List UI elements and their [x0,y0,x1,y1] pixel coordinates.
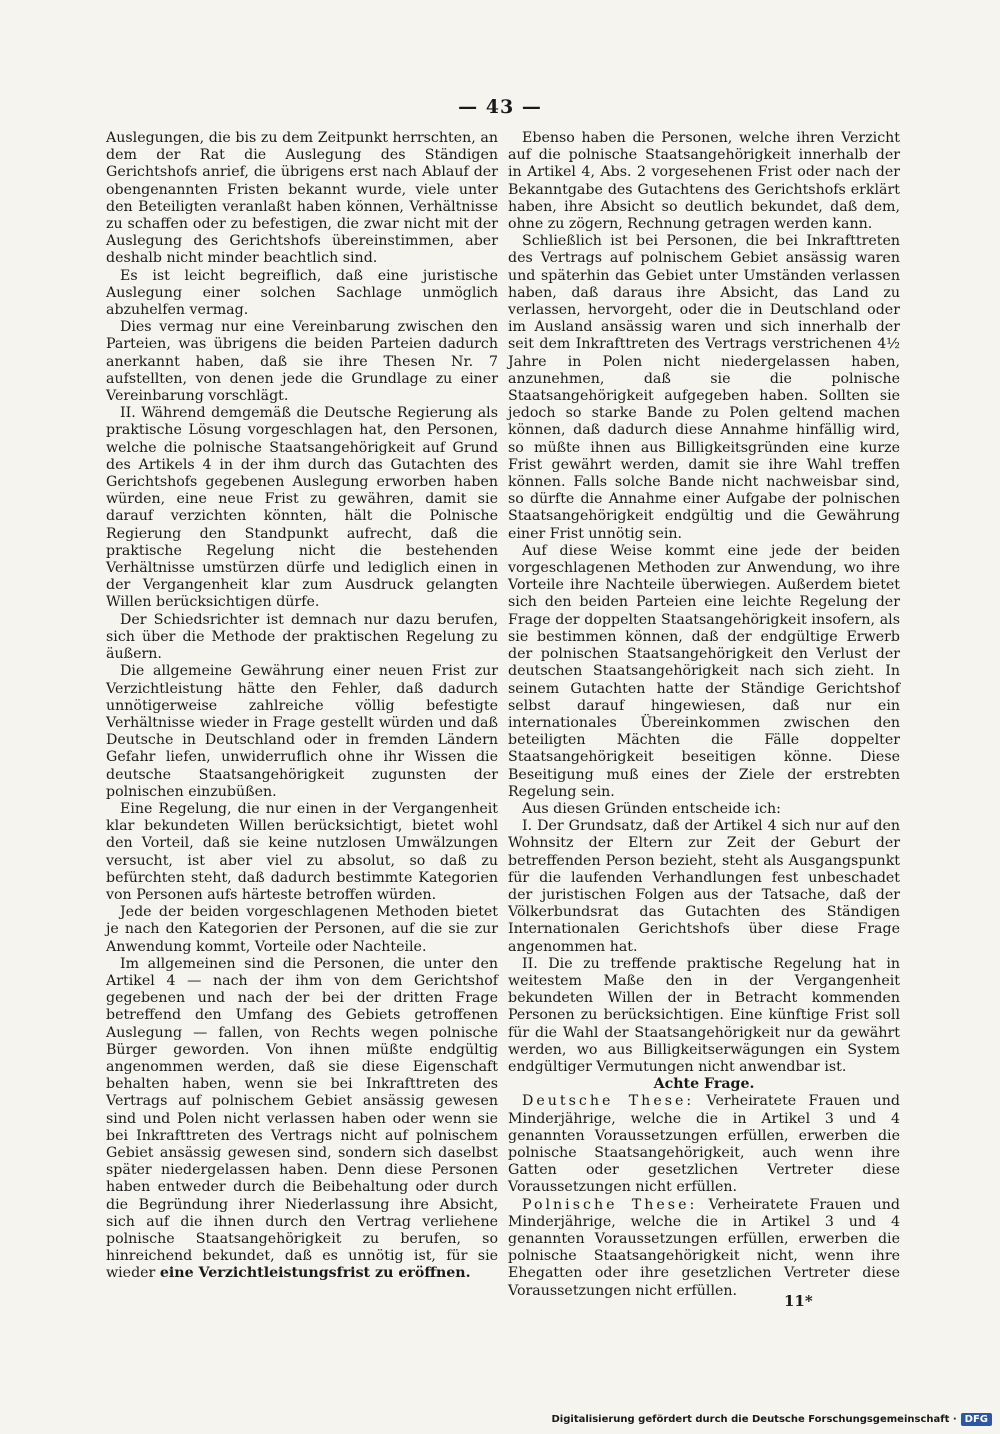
paragraph: Die allgemeine Gewährung einer neuen Frist zur Verzichtleistung hätte den Fehler, daß dadurch unnötigerweise zahlreiche völlig befestigte Verhältnisse wieder in Frage gestellt würden und daß Deutsche in Deutschland oder in fremden Ländern Gefahr liefen, unwiderruflich ohne ihr Wissen die deutsche Staatsangehörigkeit zugunsten der polnischen einzubüßen. [106,663,498,800]
footer [552,1413,993,1426]
paragraph: Auf diese Weise kommt eine jede der beiden vorgeschlagenen Methoden zur Anwendung, wo ihre Vorteile ihre Nachteile überwiegen. Außerdem bietet sich den beiden Parteien eine leichte Regelung der Frage der doppelten Staatsangehörigkeit insofern, als sie bestimmen können, daß der endgültige Erwerb der polnischen Staatsangehörigkeit den Verlust der deutschen Staatsangehörigkeit nach sich zieht. In seinem Gutachten hatte der Ständige Gerichtshof selbst darauf hingewiesen, daß nur ein internationales Übereinkommen zwischen den beteiligten Mächten die Fälle doppelter Staatsangehörigkeit beseitigen könne. Diese Beseitigung muß eines der Ziele der erstrebten Regelung sein. [508,542,900,800]
paragraph: Jede der beiden vorgeschlagenen Methoden bietet je nach den Kategorien der Personen, auf die sie zur Anwendung kommt, Vorteile oder Nachteile. [106,904,498,955]
paragraph: Schließlich ist bei Personen, die bei Inkrafttreten des Vertrags auf polnischem Gebiet ansässig waren und späterhin das Gebiet unter Umständen verlassen haben, daß daraus ihre Absicht, das Land zu verlassen, hervorgeht, oder die in Deutschland oder im Ausland ansässig waren und sich innerhalb der seit dem Inkrafttreten des Vertrags verstrichenen 4½ Jahre in Polen nicht niedergelassen haben, anzunehmen, daß sie die polnische Staatsangehörigkeit aufgegeben haben. Sollten sie jedoch so starke Bande zu Polen geltend machen können, daß dadurch diese Annahme hinfällig wird, so müßte ihnen aus Billigkeitsgründen eine kurze Frist gewährt werden, damit sie ihre Wahl treffen können. Falls solche Bande nicht nachweisbar sind, so dürfte die Annahme einer Aufgabe der polnischen Staatsangehörigkeit endgültig und die Gewährung einer Frist unnötig sein. [508,233,900,542]
paragraph-text: Im allgemeinen sind die Personen, die unter den Artikel 4 — nach der ihm von dem Gerichtshof gegebenen und nach der bei der dritten Frage betreffend den Umfang des Gebiets getroffenen Auslegung — fallen, von Rechts wegen polnische Bürger geworden. Von ihnen müßte endgültig angenommen werden, daß sie diese Eigenschaft behalten haben, wenn sie bei Inkrafttreten des Vertrags auf polnischem Gebiet ansässig gewesen sind und Polen nicht verlassen haben oder wenn sie bei Inkrafttreten des Vertrags nicht auf polnischem Gebiet ansässig gewesen sind, sondern sich daselbst später niedergelassen haben. Denn diese Personen haben entweder durch die Beibehaltung oder durch die Begründung ihrer Niederlassung ihre Absicht, sich auf die ihnen durch den Vertrag verliehene polnische Staatsangehörigkeit zu berufen, so hinreichend bekundet, daß es unnötig ist, für sie wieder [106,955,498,1282]
dfg-logo: DFG [961,1413,992,1426]
paragraph-text-bold: eine Verzichtleistungsfrist zu eröffnen. [159,1265,471,1282]
section-heading: Achte Frage. [653,1076,755,1093]
thesis-label: Polnische These: [522,1196,698,1213]
paragraph: Dies vermag nur eine Vereinbarung zwischen den Parteien, was übrigens die beiden Parteien dadurch anerkannt haben, daß sie ihre Thesen Nr. 7 aufstellten, von denen jede die Grundlage zu einer Vereinbarung vorschlägt. [106,319,498,405]
paragraph: Es ist leicht begreiflich, daß eine juristische Auslegung einer solchen Sachlage unmöglich abzuhelfen vermag. [106,267,498,319]
paragraph: Der Schiedsrichter ist demnach nur dazu berufen, sich über die Methode der praktischen Regelung zu äußern. [106,611,498,663]
paragraph: Auslegungen, die bis zu dem Zeitpunkt herrschten, an dem der Rat die Auslegung des Ständigen Gerichtshofs anrief, die übrigens erst nach Ablauf der obengenannten Fristen bekannt wurde, viele unter den Beteiligten veranlaßt haben können, Verhältnisse zu schaffen oder zu befestigen, die zwar nicht mit der Auslegung des Gerichtshofs übereinstimmen, aber deshalb nicht minder beachtlich sind. [106,130,498,267]
thesis-label: Deutsche These: [522,1093,695,1110]
signature-mark: 11* [784,1292,813,1310]
footer-credit: Digitalisierung gefördert durch die Deutsche Forschungsgemeinschaft · [551,1414,957,1425]
right-column [508,130,900,1300]
left-column [106,130,498,1283]
thesis-german [508,1093,900,1196]
thesis-polish [508,1197,900,1300]
paragraph: Ebenso haben die Personen, welche ihren Verzicht auf die polnische Staatsangehörigkeit innerhalb der in Artikel 4, Abs. 2 vorgesehenen Frist oder nach der Bekanntgabe des Gutachtens des Gerichtshofs erklärt haben, ihre Absicht so deutlich bekundet, daß dem, ohne zu zögern, Rechnung getragen werden kann. [508,130,900,233]
paragraph: II. Während demgemäß die Deutsche Regierung als praktische Lösung vorgeschlagen hat, den Personen, welche die polnische Staatsangehörigkeit auf Grund des Artikels 4 in der ihm durch das Gutachten des Gerichtshofs gegebenen Auslegung erworben haben würden, eine neue Frist zu gewähren, damit sie darauf verzichten könnten, hält die Polnische Regierung den Standpunkt aufrecht, daß die praktische Regelung nicht die bestehenden Verhältnisse umstürzen dürfe und lediglich einen in der Vergangenheit klar zum Ausdruck gelangten Willen berücksichtigen dürfe. [106,405,498,611]
thesis-text: Verheiratete Frauen und Minderjährige, welche die in Artikel 3 und 4 genannten Voraussetzungen erfüllen, erwerben die polnische Staatsangehörigkeit nicht, wenn ihre Ehegatten oder ihre gesetzlichen Vertreter diese Voraussetzungen nicht erfüllen. [508,1196,900,1299]
paragraph [106,956,498,1283]
thesis-text: Verheiratete Frauen und Minderjährige, welche die in Artikel 3 und 4 genannten Voraussetzungen erfüllen, erwerben die polnische Staatsangehörigkeit, auch wenn ihre Gatten oder gesetzlichen Vertreter diese Voraussetzungen nicht erfüllen. [508,1093,900,1196]
page-number: — 43 — [458,96,542,118]
paragraph: Eine Regelung, die nur einen in der Vergangenheit klar bekundeten Willen berücksichtigt, bietet wohl den Vorteil, daß sie keine nutzlosen Umwälzungen versucht, ist aber viel zu absolut, so daß zu befürchten steht, daß dadurch bestimmte Kategorien von Personen aufs härteste betroffen würden. [106,800,498,903]
paragraph: Aus diesen Gründen entscheide ich: [522,800,781,817]
paragraph: II. Die zu treffende praktische Regelung hat in weitestem Maße den in der Vergangenheit bekundeten Willen der in Betracht kommenden Personen zu berücksichtigen. Eine künftige Frist soll für die Wahl der Staatsangehörigkeit nur da gewährt werden, wo aus Billigkeitserwägungen ein System endgültiger Vermutungen nicht anwendbar ist. [508,955,900,1075]
paragraph: I. Der Grundsatz, daß der Artikel 4 sich nur auf den Wohnsitz der Eltern zur Zeit der Geburt der betreffenden Person bezieht, steht als Ausgangspunkt für die laufenden Verhandlungen fest unbeschadet der juristischen Folgen aus der Tatsache, daß der Völkerbundsrat das Gutachten des Ständigen Internationalen Gerichtshofs über diese Frage angenommen hat. [508,818,900,955]
